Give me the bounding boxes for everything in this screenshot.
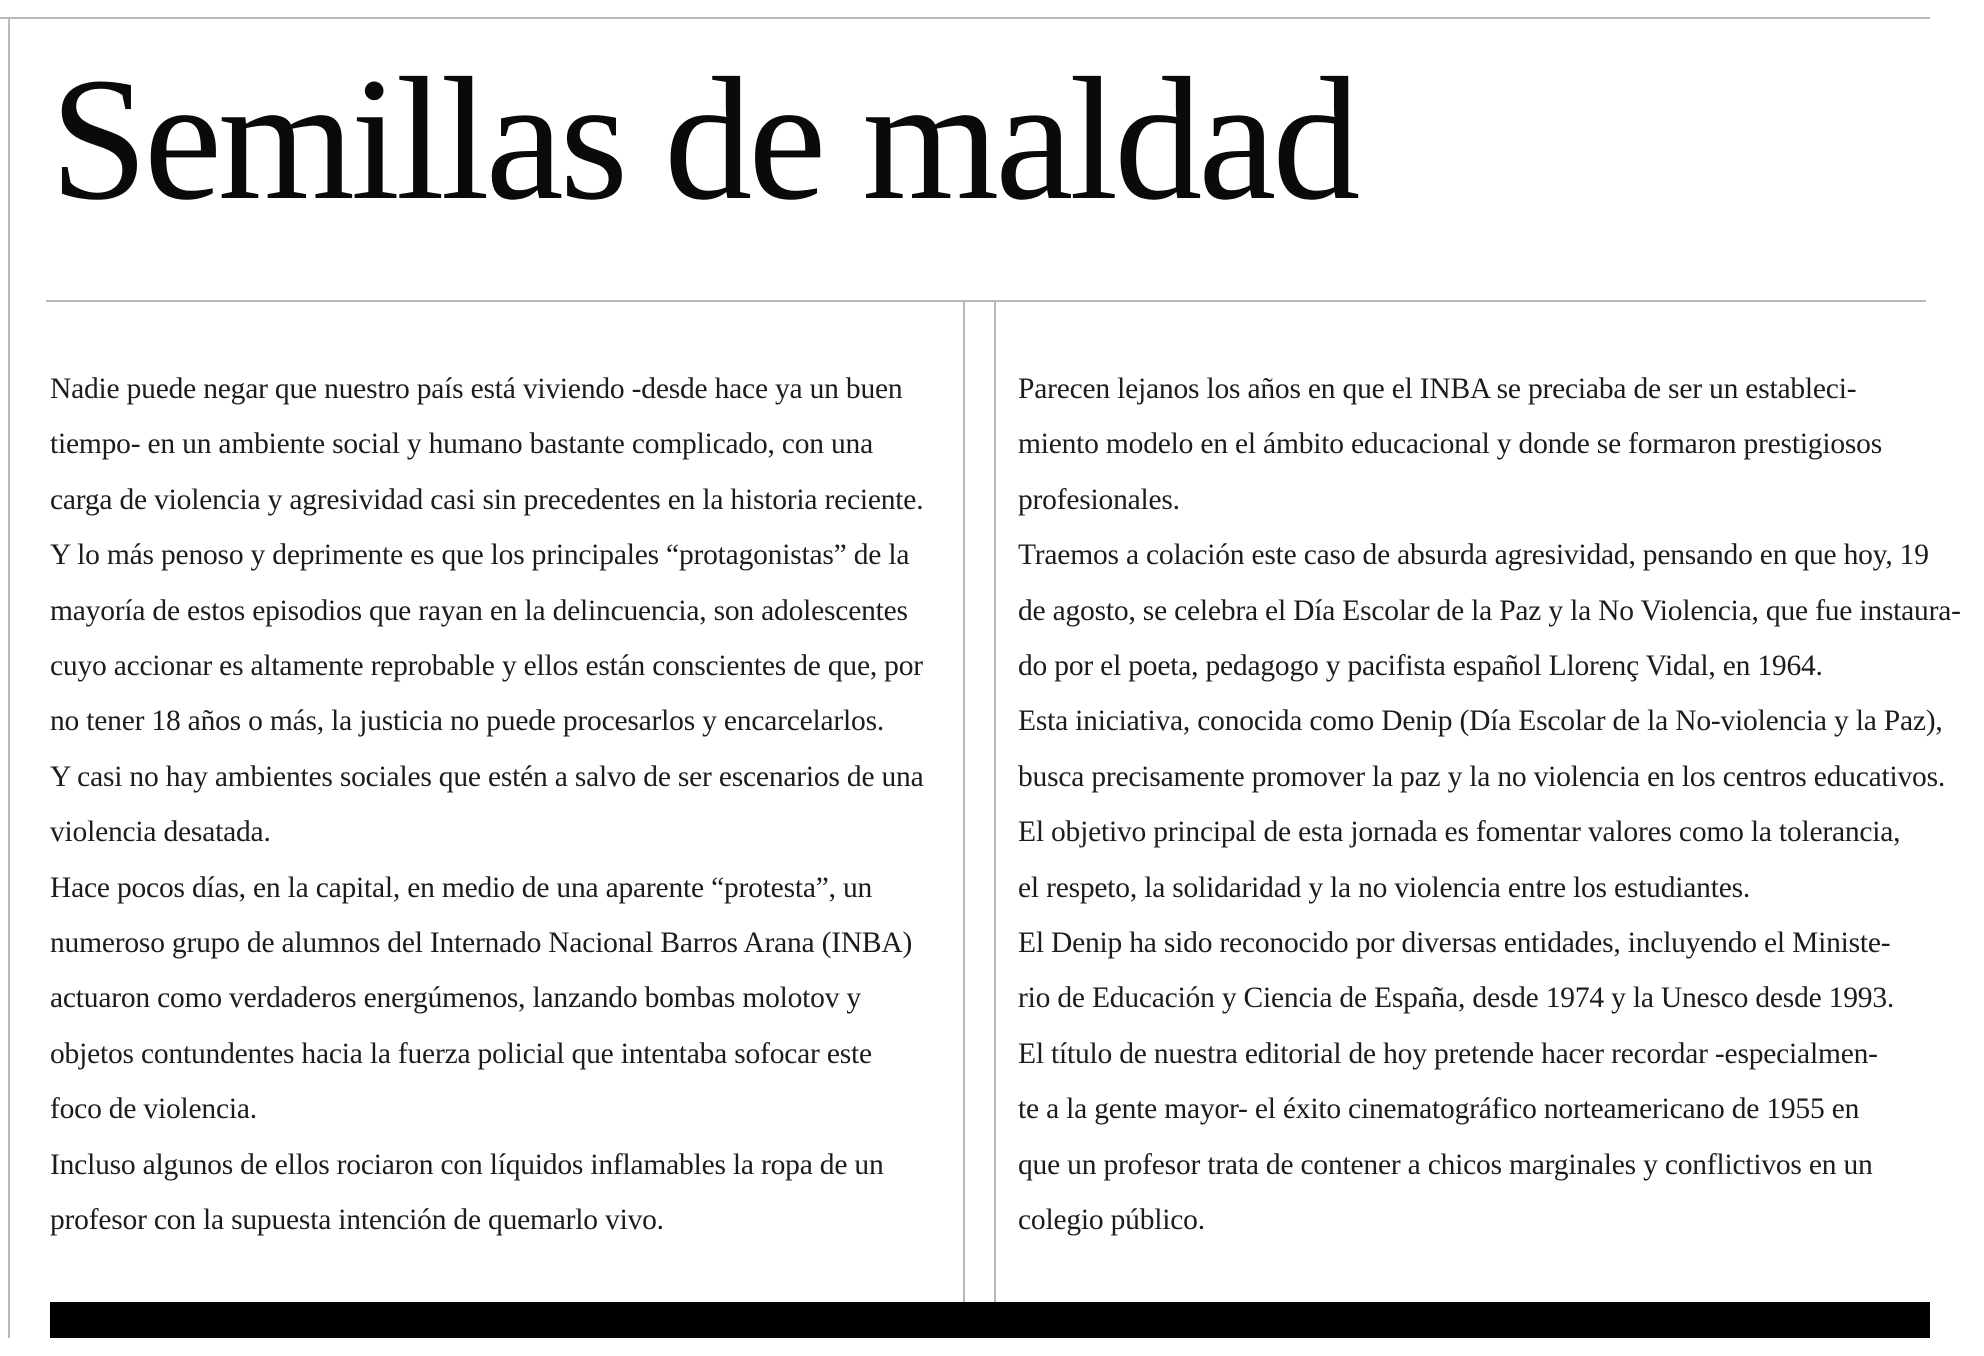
text-line: cuyo accionar es altamente reprobable y ellos están conscientes de que, por: [50, 650, 923, 683]
column-divider-right: [994, 302, 996, 1302]
footer-bar: [50, 1302, 1930, 1338]
text-line: mayoría de estos episodios que rayan en la delincuencia, son adolescentes: [50, 594, 908, 627]
top-rule: [0, 17, 1930, 19]
text-line: actuaron como verdaderos energúmenos, lanzando bombas molotov y: [50, 982, 861, 1015]
editorial-title: Semillas de maldad: [50, 42, 1357, 237]
text-line: que un profesor trata de contener a chicos marginales y conflictivos en un: [1018, 1148, 1873, 1181]
text-line: El Denip ha sido reconocido por diversas entidades, incluyendo el Ministe-: [1018, 927, 1891, 960]
column-divider-left: [963, 302, 965, 1302]
text-line: busca precisamente promover la paz y la no violencia en los centros educativos.: [1018, 760, 1946, 793]
text-line: no tener 18 años o más, la justicia no puede procesarlos y encarcelarlos.: [50, 705, 885, 738]
text-line: profesor con la supuesta intención de quemarlo vivo.: [50, 1204, 664, 1237]
text-line: te a la gente mayor- el éxito cinematográfico norteamericano de 1955 en: [1018, 1093, 1860, 1126]
text-line: tiempo- en un ambiente social y humano bastante complicado, con una: [50, 428, 874, 461]
text-line: el respeto, la solidaridad y la no violencia entre los estudiantes.: [1018, 871, 1751, 904]
text-line: Incluso algunos de ellos rociaron con líquidos inflamables la ropa de un: [50, 1148, 884, 1181]
text-line: foco de violencia.: [50, 1093, 257, 1126]
text-line: carga de violencia y agresividad casi sin precedentes en la historia reciente.: [50, 483, 924, 516]
text-line: violencia desatada.: [50, 816, 271, 849]
text-line: do por el poeta, pedagogo y pacifista español Llorenç Vidal, en 1964.: [1018, 650, 1823, 683]
text-line: miento modelo en el ámbito educacional y donde se formaron prestigiosos: [1018, 428, 1883, 461]
text-line: Nadie puede negar que nuestro país está viviendo -desde hace ya un buen: [50, 373, 903, 405]
text-line: Esta iniciativa, conocida como Denip (Día Escolar de la No-violencia y la Paz),: [1018, 705, 1943, 738]
right-column: [1018, 362, 1961, 1249]
text-line: objetos contundentes hacia la fuerza policial que intentaba sofocar este: [50, 1037, 872, 1070]
text-line: profesionales.: [1018, 483, 1180, 516]
text-line: Parecen lejanos los años en que el INBA se preciaba de ser un estableci-: [1018, 373, 1857, 405]
text-line: El título de nuestra editorial de hoy pretende hacer recordar -especialmen-: [1018, 1037, 1878, 1070]
text-line: El objetivo principal de esta jornada es fomentar valores como la tolerancia,: [1018, 816, 1901, 849]
text-line: rio de Educación y Ciencia de España, desde 1974 y la Unesco desde 1993.: [1018, 982, 1895, 1015]
text-line: colegio público.: [1018, 1204, 1205, 1237]
text-line: Y casi no hay ambientes sociales que estén a salvo de ser escenarios de una: [50, 760, 924, 793]
text-line: Y lo más penoso y deprimente es que los principales “protagonistas” de la: [50, 539, 910, 572]
left-column: [50, 362, 950, 1249]
left-rule: [8, 18, 10, 1338]
text-line: numeroso grupo de alumnos del Internado Nacional Barros Arana (INBA): [50, 927, 913, 960]
text-line: Hace pocos días, en la capital, en medio de una aparente “protesta”, un: [50, 871, 873, 904]
text-line: de agosto, se celebra el Día Escolar de la Paz y la No Violencia, que fue instaura-: [1018, 594, 1961, 627]
title-divider: [46, 300, 1926, 302]
text-line: Traemos a colación este caso de absurda agresividad, pensando en que hoy, 19: [1018, 539, 1929, 572]
